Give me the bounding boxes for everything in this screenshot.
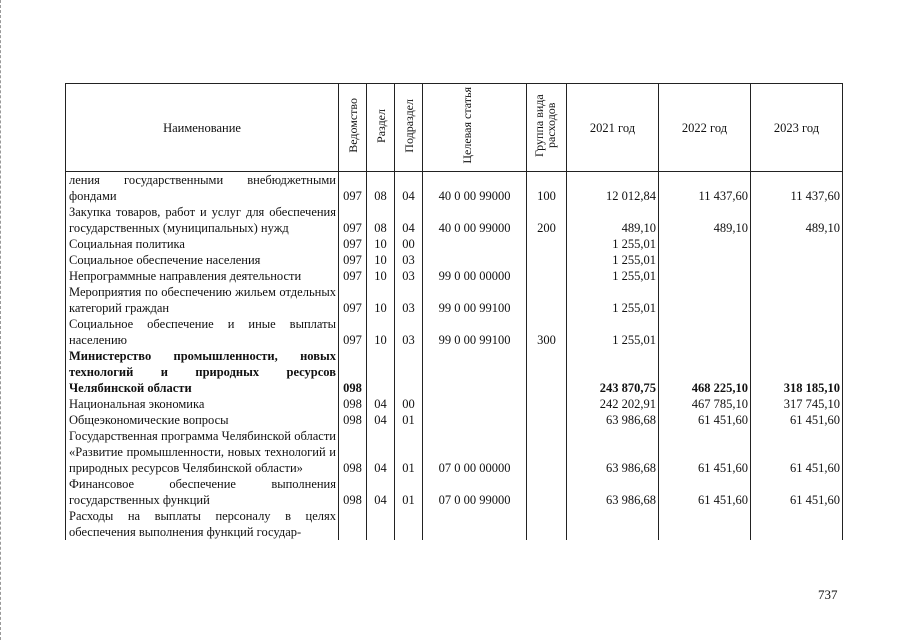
cell-dept: 097 bbox=[339, 204, 367, 236]
cell-y2022 bbox=[659, 316, 751, 348]
header-2023: 2023 год bbox=[751, 84, 843, 172]
cell-y2021: 1 255,01 bbox=[567, 316, 659, 348]
table-row bbox=[66, 252, 843, 268]
cell-y2021: 1 255,01 bbox=[567, 268, 659, 284]
cell-y2021: 243 870,75 bbox=[567, 348, 659, 396]
cell-name: Расходы на выплаты персоналу в целях обеспечения выполнения функций государ- bbox=[66, 508, 339, 540]
cell-section: 04 bbox=[367, 428, 395, 476]
cell-target: 99 0 00 00000 bbox=[423, 268, 527, 284]
cell-y2022 bbox=[659, 268, 751, 284]
cell-subsection: 01 bbox=[395, 428, 423, 476]
table-row bbox=[66, 412, 843, 428]
cell-y2022: 61 451,60 bbox=[659, 476, 751, 508]
cell-target bbox=[423, 252, 527, 268]
table-row bbox=[66, 508, 843, 540]
cell-name: Государственная программа Челябинской области «Развитие промышленности, новых технологий и природных ресурсов Челябинской области» bbox=[66, 428, 339, 476]
table-header-row bbox=[66, 84, 843, 172]
cell-subsection: 01 bbox=[395, 476, 423, 508]
cell-group: 100 bbox=[527, 172, 567, 205]
cell-section: 10 bbox=[367, 236, 395, 252]
table-body bbox=[66, 172, 843, 541]
cell-dept: 098 bbox=[339, 428, 367, 476]
cell-y2021: 63 986,68 bbox=[567, 428, 659, 476]
cell-y2023: 489,10 bbox=[751, 204, 843, 236]
cell-target bbox=[423, 412, 527, 428]
cell-section: 08 bbox=[367, 204, 395, 236]
cell-y2022: 61 451,60 bbox=[659, 428, 751, 476]
header-dept: Ведомство bbox=[339, 84, 367, 172]
cell-target bbox=[423, 508, 527, 540]
cell-y2023 bbox=[751, 268, 843, 284]
page-number: 737 bbox=[818, 587, 838, 602]
table-row bbox=[66, 204, 843, 236]
cell-y2022 bbox=[659, 252, 751, 268]
cell-target: 07 0 00 00000 bbox=[423, 428, 527, 476]
table-row bbox=[66, 316, 843, 348]
cell-y2023 bbox=[751, 252, 843, 268]
cell-subsection: 03 bbox=[395, 316, 423, 348]
header-2021: 2021 год bbox=[567, 84, 659, 172]
cell-name: Национальная экономика bbox=[66, 396, 339, 412]
cell-group bbox=[527, 476, 567, 508]
header-group: Группа вида расходов bbox=[527, 84, 567, 172]
cell-group: 200 bbox=[527, 204, 567, 236]
cell-target: 07 0 00 99000 bbox=[423, 476, 527, 508]
cell-y2022: 467 785,10 bbox=[659, 396, 751, 412]
cell-dept: 097 bbox=[339, 252, 367, 268]
cell-name: ления государственными внебюджетными фондами bbox=[66, 172, 339, 205]
table-row bbox=[66, 236, 843, 252]
table-row bbox=[66, 348, 843, 396]
cell-group bbox=[527, 236, 567, 252]
cell-group bbox=[527, 396, 567, 412]
cell-subsection: 03 bbox=[395, 284, 423, 316]
cell-group bbox=[527, 412, 567, 428]
page-edge-line bbox=[0, 0, 2, 640]
cell-y2022: 61 451,60 bbox=[659, 412, 751, 428]
cell-y2023: 318 185,10 bbox=[751, 348, 843, 396]
table-row bbox=[66, 172, 843, 205]
cell-section: 10 bbox=[367, 284, 395, 316]
cell-dept: 098 bbox=[339, 476, 367, 508]
cell-dept: 098 bbox=[339, 348, 367, 396]
cell-target bbox=[423, 236, 527, 252]
cell-y2021: 1 255,01 bbox=[567, 236, 659, 252]
cell-subsection: 04 bbox=[395, 204, 423, 236]
cell-y2021: 489,10 bbox=[567, 204, 659, 236]
cell-target: 99 0 00 99100 bbox=[423, 284, 527, 316]
cell-subsection: 03 bbox=[395, 268, 423, 284]
cell-name: Закупка товаров, работ и услуг для обеспечения государственных (муниципальных) нужд bbox=[66, 204, 339, 236]
cell-subsection: 00 bbox=[395, 396, 423, 412]
cell-name: Социальное обеспечение населения bbox=[66, 252, 339, 268]
table-row bbox=[66, 268, 843, 284]
cell-subsection bbox=[395, 348, 423, 396]
cell-section: 04 bbox=[367, 396, 395, 412]
cell-name: Социальная политика bbox=[66, 236, 339, 252]
cell-dept: 098 bbox=[339, 396, 367, 412]
cell-target: 99 0 00 99100 bbox=[423, 316, 527, 348]
table-row bbox=[66, 476, 843, 508]
cell-y2023: 61 451,60 bbox=[751, 476, 843, 508]
cell-y2022: 11 437,60 bbox=[659, 172, 751, 205]
header-name: Наименование bbox=[66, 84, 339, 172]
cell-name: Непрограммные направления деятельности bbox=[66, 268, 339, 284]
cell-y2022: 489,10 bbox=[659, 204, 751, 236]
cell-dept: 097 bbox=[339, 172, 367, 205]
cell-section: 10 bbox=[367, 268, 395, 284]
cell-name: Мероприятия по обеспечению жильем отдельных категорий граждан bbox=[66, 284, 339, 316]
cell-group: 300 bbox=[527, 316, 567, 348]
table-row bbox=[66, 396, 843, 412]
header-2022: 2022 год bbox=[659, 84, 751, 172]
cell-name: Финансовое обеспечение выполнения государственных функций bbox=[66, 476, 339, 508]
header-subsection: Подраздел bbox=[395, 84, 423, 172]
cell-section: 04 bbox=[367, 476, 395, 508]
cell-section bbox=[367, 508, 395, 540]
cell-subsection: 03 bbox=[395, 252, 423, 268]
cell-y2022: 468 225,10 bbox=[659, 348, 751, 396]
cell-group bbox=[527, 508, 567, 540]
cell-dept bbox=[339, 508, 367, 540]
cell-dept: 097 bbox=[339, 268, 367, 284]
cell-target bbox=[423, 396, 527, 412]
cell-target bbox=[423, 348, 527, 396]
cell-y2021: 63 986,68 bbox=[567, 412, 659, 428]
cell-subsection: 01 bbox=[395, 412, 423, 428]
cell-name: Общеэкономические вопросы bbox=[66, 412, 339, 428]
cell-dept: 098 bbox=[339, 412, 367, 428]
cell-section: 04 bbox=[367, 412, 395, 428]
cell-group bbox=[527, 252, 567, 268]
cell-name: Социальное обеспечение и иные выплаты населению bbox=[66, 316, 339, 348]
header-section: Раздел bbox=[367, 84, 395, 172]
cell-subsection: 00 bbox=[395, 236, 423, 252]
cell-y2023 bbox=[751, 508, 843, 540]
budget-table bbox=[65, 83, 843, 540]
cell-section: 10 bbox=[367, 252, 395, 268]
cell-dept: 097 bbox=[339, 284, 367, 316]
cell-y2023 bbox=[751, 284, 843, 316]
cell-y2021: 1 255,01 bbox=[567, 284, 659, 316]
cell-section: 08 bbox=[367, 172, 395, 205]
cell-y2023: 61 451,60 bbox=[751, 428, 843, 476]
cell-y2023 bbox=[751, 236, 843, 252]
cell-y2022 bbox=[659, 508, 751, 540]
cell-y2021 bbox=[567, 508, 659, 540]
cell-subsection bbox=[395, 508, 423, 540]
cell-group bbox=[527, 348, 567, 396]
cell-subsection: 04 bbox=[395, 172, 423, 205]
cell-group bbox=[527, 284, 567, 316]
cell-y2021: 242 202,91 bbox=[567, 396, 659, 412]
cell-section: 10 bbox=[367, 316, 395, 348]
cell-name: Министерство промышленности, новых технологий и природных ресурсов Челябинской области bbox=[66, 348, 339, 396]
cell-target: 40 0 00 99000 bbox=[423, 204, 527, 236]
cell-y2022 bbox=[659, 236, 751, 252]
cell-dept: 097 bbox=[339, 236, 367, 252]
cell-dept: 097 bbox=[339, 316, 367, 348]
header-target: Целевая статья bbox=[423, 84, 527, 172]
cell-y2021: 63 986,68 bbox=[567, 476, 659, 508]
cell-y2023: 11 437,60 bbox=[751, 172, 843, 205]
cell-target: 40 0 00 99000 bbox=[423, 172, 527, 205]
cell-group bbox=[527, 268, 567, 284]
cell-y2023: 317 745,10 bbox=[751, 396, 843, 412]
table-row bbox=[66, 428, 843, 476]
cell-group bbox=[527, 428, 567, 476]
cell-y2021: 1 255,01 bbox=[567, 252, 659, 268]
cell-y2021: 12 012,84 bbox=[567, 172, 659, 205]
cell-y2023 bbox=[751, 316, 843, 348]
cell-y2022 bbox=[659, 284, 751, 316]
cell-y2023: 61 451,60 bbox=[751, 412, 843, 428]
cell-section bbox=[367, 348, 395, 396]
table-row bbox=[66, 284, 843, 316]
